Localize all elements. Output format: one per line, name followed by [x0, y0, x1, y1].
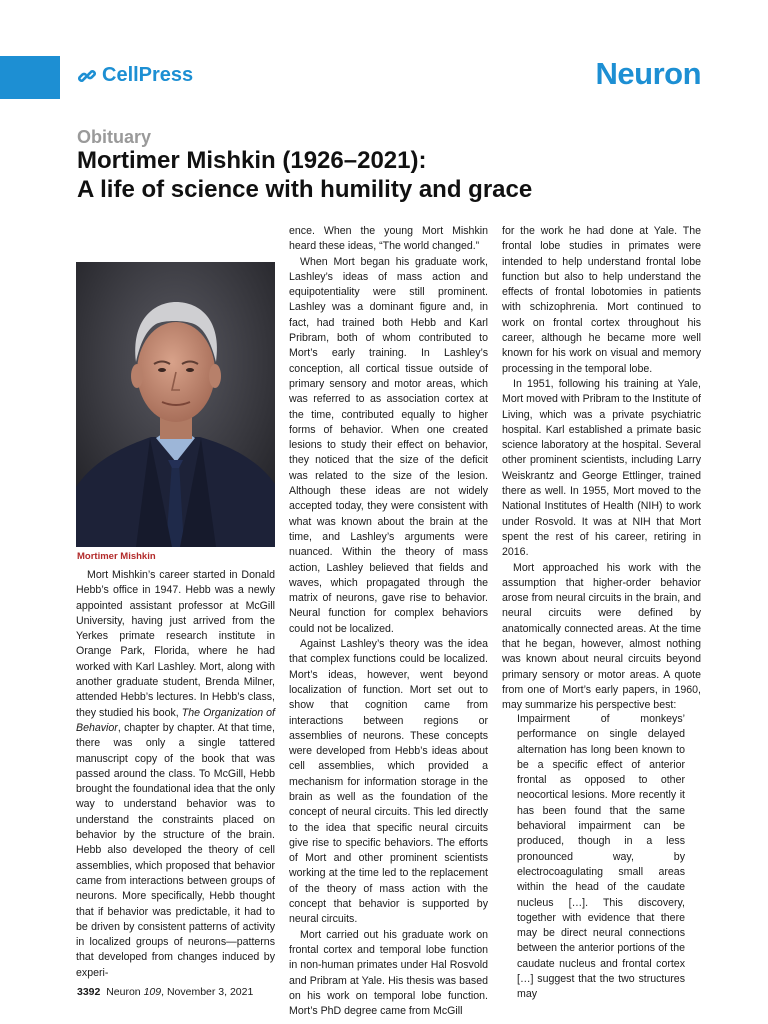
block-quote: Impairment of monkeys’ performance on single delayed alternation has long been known to be a specific effect of anterior frontal as opposed to other neocortical lesions. More recently it has been found that the same behavioral impairment can be produced, though in a less pronounced way, by electrocoagulating small areas within the head of the caudate nucleus […]. This discovery, together with evidence that there may be direct neural connections between the anterior portions of the caudate nucleus and frontal cortex […] suggest that the two structures may: [517, 713, 685, 1001]
paragraph-text: , chapter by chapter. At that time, there was only a single tattered manuscript copy of the book that was passed around the class. To McGill, Hebb brought the foundational idea that the only way to understand behavior was to understand the constraints placed on behavior by the structure of the brain. Hebb also developed the theory of cell assemblies, which proposed that behavior came from interactions between groups of neurons. More specifically, Hebb thought that if behavior was predictable, it had to be driven by consistent patterns of activity in localized groups of neurons—patterns that developed from changes induced by experi-: [76, 721, 275, 979]
cellpress-logo[interactable]: [78, 64, 193, 87]
paragraph: Mort carried out his graduate work on frontal cortex and temporal lobe function in non-human primates under Hal Rosvold and Pribram at Yale. His thesis was based on his work on temporal lobe function. Mort’s PhD degree came from McGill: [289, 928, 488, 1018]
paragraph: ence. When the young Mort Mishkin heard these ideas, “The world changed.”: [289, 225, 488, 253]
paragraph: In 1951, following his training at Yale, Mort moved with Pribram to the Institute of Living, which was a private psychiatric hospital. Karl established a primate basic science laboratory at the hospital. Several other prominent scientists, including Larry Weiskrantz and George Ettlinger, trained there as well. In 1955, Mort moved to the National Institutes of Health (NIH) to work under Rosvold. It was at NIH that Mort spent the rest of his career, retiring in 2016.: [502, 377, 702, 559]
paragraph: [76, 568, 275, 981]
photo-caption: Mortimer Mishkin: [77, 551, 156, 562]
article-type: Obituary: [77, 127, 152, 147]
column-2: [289, 224, 488, 1019]
article-title: [77, 146, 697, 204]
portrait-photo: [76, 262, 275, 547]
journal-logo[interactable]: Neuron: [595, 56, 701, 91]
page-footer: [77, 986, 253, 998]
corner-accent-block: [0, 56, 60, 99]
footer-volume: 109: [143, 986, 162, 998]
publisher-name: CellPress: [102, 64, 194, 86]
paragraph: When Mort began his graduate work, Lashley’s ideas of mass action and equipotentiality were still prominent. Lashley was a dominant figure and, in fact, had trained both Hebb and Karl Pribram, both of whom contributed to Mort’s early training. In Lashley’s conception, all cortical tissue outside of primary sensory and motor areas, which was referred to as association cortex at the time, contributed equally to higher forms of behavior. When one created lesions to study their effect on behavior, they noticed that the size of the deficit was related to the size of the lesion. Although these ideas are not widely accepted today, they were consistent with what was known about the brain at the time, and Lashley’s arguments were nuanced. Within the theory of mass action, Lashley believed that fields and waves, which propagated through the matrix of neurons, gave rise to behavior. Neural function for complex behaviors could not be localized.: [289, 255, 488, 635]
paragraph: Mort approached his work with the assumption that higher-order behavior arose from neural circuits in the brain, and neural circuits were defined by anatomically connected areas. At the time that he began, however, almost nothing was known about neural circuits beyond primary sensory or motor areas. A quote from one of Mort’s early papers, in 1960, may summarize his perspective best:: [502, 561, 701, 712]
column-3: [502, 224, 701, 714]
footer-date: , November 3, 2021: [161, 986, 254, 998]
title-line-1: Mortimer Mishkin (1926–2021):: [77, 147, 427, 174]
paragraph: for the work he had done at Yale. The frontal lobe studies in primates were intended to help understand frontal lobe function but also to help understand the effects of frontal lobotomies in patients with schizophrenia. Mort continued to work on frontal cortex throughout his career, although he became more well known for his work on visual and memory processing in the temporal lobe.: [502, 225, 701, 375]
book-title: The Organization of Behavior: [76, 706, 276, 734]
title-line-2: A life of science with humility and grace: [77, 176, 533, 203]
column-1: [76, 568, 275, 981]
cellpress-link-icon: [78, 67, 96, 85]
paragraph: Against Lashley’s theory was the idea that complex functions could be localized. Mort’s ideas, however, went beyond localization of function. Mort set out to show that cognition came from interactions between regions or assemblies of neurons. These concepts were developed from Hebb’s ideas about cell assemblies, which provided a mechanism for information storage in the brain as well as the foundation of the concept of neural circuits. This led directly to the idea that specific neural circuits give rise to specific behaviors. The efforts of Mort and other prominent scientists working at the time led to the replacement of the theory of mass action with the concept that behavior is supported by neural circuits.: [289, 638, 488, 926]
footer-journal: Neuron: [106, 986, 141, 998]
paragraph-text: Mort Mishkin’s career started in Donald Hebb’s office in 1947. Hebb was a newly appointed assistant professor at McGill University, having just arrived from the Yerkes primate research institute in Orange Park, Florida, where he had worked with Karl Lashley. Mort, along with another graduate student, Brenda Milner, attended Hebb’s lectures. In Hebb’s class, they studied his book,: [76, 569, 275, 719]
page-number: 3392: [77, 986, 101, 998]
